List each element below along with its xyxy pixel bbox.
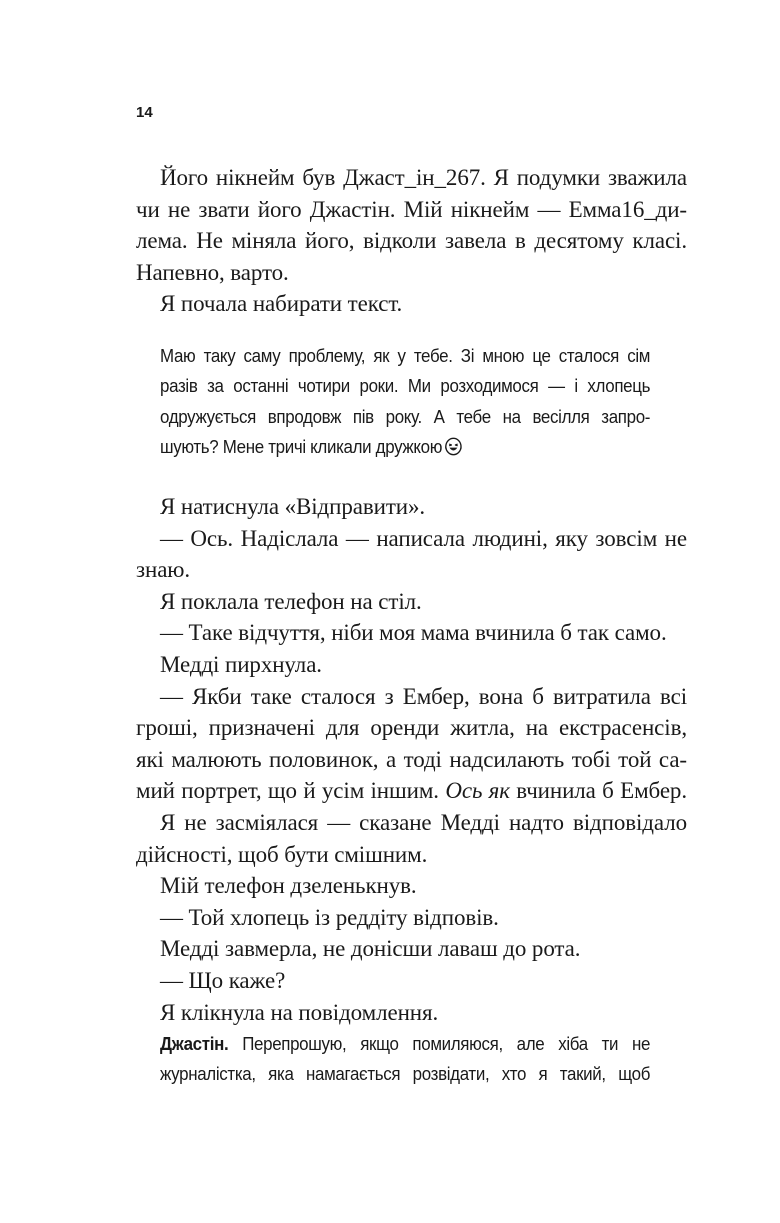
narrative-block-2 (136, 491, 687, 1028)
paragraph: — Той хлопець із реддіту відповів. (160, 904, 499, 930)
italic-emphasis: Ось як (445, 778, 510, 804)
paragraph-continued (136, 194, 687, 289)
paragraph: Медді пирхнула. (160, 651, 322, 677)
laughing-face-icon (445, 437, 463, 456)
text-run: мий портрет, що й усім іншим. (136, 778, 446, 804)
text-line: Напевно, варто. (136, 259, 289, 285)
message-line-last (160, 432, 650, 462)
text-line (136, 775, 687, 807)
paragraph: Я клікнула на повідомлення. (160, 999, 439, 1025)
text-line: — Ось. Надіслала — написала людині, яку зовсім не (160, 525, 687, 551)
chat-message-1 (160, 341, 650, 462)
message-line: одружується впродовж пів року. А тебе на весілля запро- (160, 406, 651, 427)
text-line: гроші, призначені для оренди житла, на екстрасенсів, (136, 715, 687, 741)
text-line: чи не звати його Джастін. Мій нікнейм — Емма16_ди- (136, 196, 687, 222)
message-line: Маю таку саму проблему, як у тебе. Зі мною це сталося сім (160, 346, 651, 366)
paragraph: Я натиснула «Відправити». (160, 494, 426, 519)
message-line (160, 1029, 650, 1059)
narrative-block-1 (136, 162, 687, 320)
paragraph: Медді завмерла, не донісши лаваш до рота. (160, 936, 581, 962)
chat-message-2 (160, 1029, 650, 1090)
paragraph-continued: дійсності, щоб бути смішним. (136, 841, 428, 867)
paragraph: Я поклала телефон на стіл. (160, 588, 422, 614)
text-line: Я не засміялася — сказане Медді надто відповідало (160, 809, 687, 835)
message-sender: Джастін. (160, 1034, 229, 1054)
text-line: Його нікнейм був Джаст_ін_267. Я подумки зважила (160, 165, 687, 190)
page-number: 14 (136, 104, 153, 121)
paragraph: Я почала набирати текст. (160, 291, 403, 317)
message-line: разів за останні чотири роки. Ми розходимося — і хлопець (160, 376, 651, 397)
text-line: які малюють половинок, а тоді надсилають тобі той са- (136, 746, 687, 772)
paragraph (136, 162, 687, 194)
paragraph (136, 681, 687, 713)
message-text: шують? Мене тричі кликали дружкою (160, 436, 443, 457)
paragraph (136, 523, 687, 555)
paragraph: — Що каже? (160, 967, 286, 993)
text-line: — Якби таке сталося з Ембер, вона б витратила всі (160, 683, 687, 709)
paragraph: Мій телефон дзеленькнув. (160, 873, 417, 899)
message-text: Перепрошую, якщо помиляюся, але хіба ти не (228, 1034, 651, 1054)
message-line: журналістка, яка намагається розвідати, хто я такий, щоб (160, 1064, 651, 1085)
paragraph (136, 807, 687, 839)
paragraph: — Таке відчуття, ніби моя мама вчинила б так само. (160, 620, 667, 646)
text-run: вчинила б Ембер. (509, 778, 687, 804)
text-line: лема. Не міняла його, відколи завела в десятому класі. (136, 228, 687, 254)
paragraph-continued: знаю. (136, 557, 191, 583)
paragraph-continued (136, 712, 687, 807)
